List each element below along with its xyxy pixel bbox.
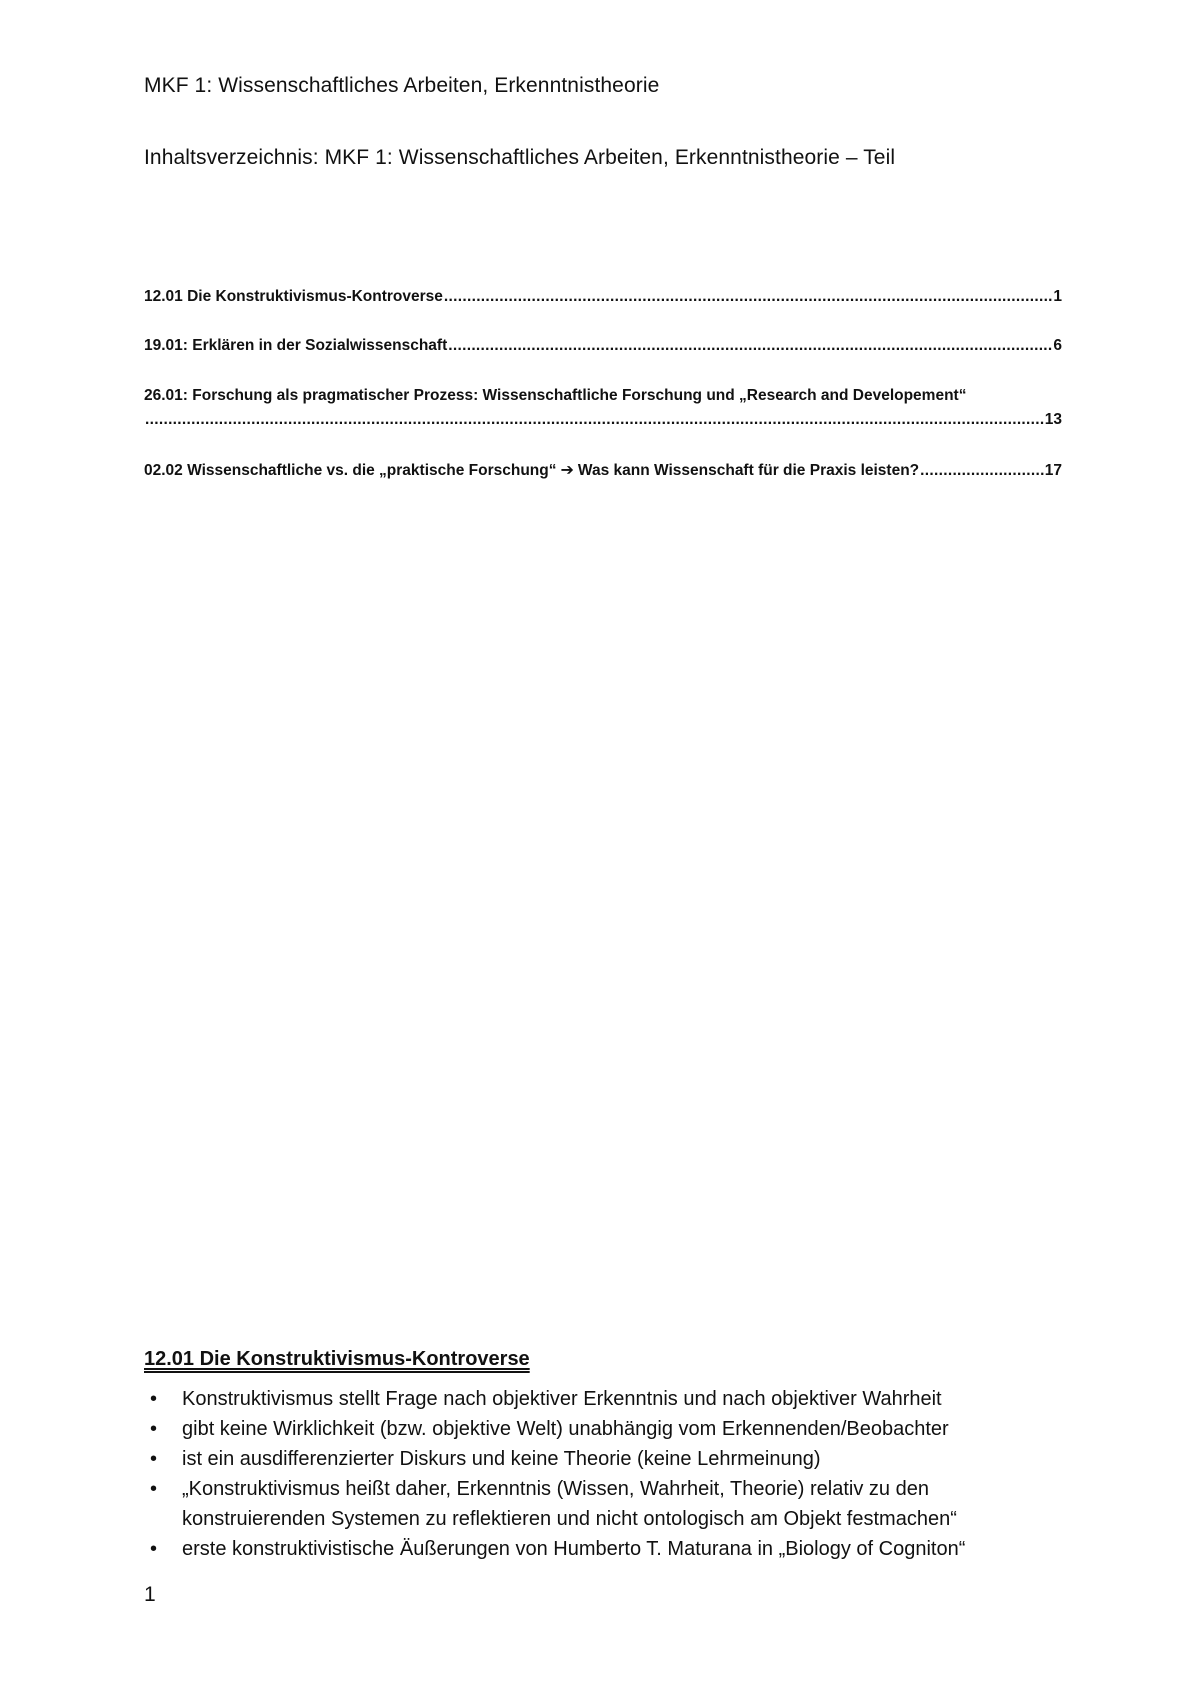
list-item-text: Konstruktivismus stellt Frage nach objektiver Erkenntnis und nach objektiver Wahrheit (182, 1388, 942, 1410)
list-item (144, 1444, 1064, 1474)
section-heading: 12.01 Die Konstruktivismus-Kontroverse (144, 1348, 530, 1370)
list-item-text: „Konstruktivismus heißt daher, Erkenntnis (Wissen, Wahrheit, Theorie) relativ zu den konstruierenden Systemen zu reflektieren und nicht ontologisch am Objekt festmachen“ (182, 1478, 957, 1530)
toc-entry-page: 6 (1053, 337, 1062, 354)
toc-entry-label-cont: Was kann Wissenschaft für die Praxis leisten? (577, 462, 920, 479)
toc-entry-continuation[interactable] (144, 411, 1062, 429)
list-item (144, 1414, 1064, 1444)
bullet-list (144, 1384, 1064, 1564)
toc-entry-label: 12.01 Die Konstruktivismus-Kontroverse (144, 288, 443, 305)
bullet-icon: • (150, 1478, 158, 1500)
toc-entry-label: 26.01: Forschung als pragmatischer Prozess: Wissenschaftliche Forschung und „Research and Developement“ (144, 387, 967, 404)
bullet-icon: • (150, 1448, 158, 1470)
toc-leader-dots (920, 462, 1044, 480)
toc-entry-page: 13 (1044, 411, 1062, 428)
toc-entry[interactable] (144, 288, 1062, 306)
toc-entry-page: 17 (1044, 462, 1062, 479)
bullet-icon: • (150, 1418, 158, 1440)
toc-entry[interactable] (144, 460, 1062, 480)
toc-leader-dots (145, 411, 1044, 429)
toc-leader-dots (444, 288, 1052, 306)
list-item (144, 1384, 1064, 1414)
list-item-text: ist ein ausdifferenzierter Diskurs und keine Theorie (keine Lehrmeinung) (182, 1448, 821, 1470)
list-item-text: erste konstruktivistische Äußerungen von Humberto T. Maturana in „Biology of Cogniton“ (182, 1538, 966, 1560)
bullet-icon: • (150, 1538, 158, 1560)
toc-entry-label: 19.01: Erklären in der Sozialwissenschaft (144, 337, 448, 354)
bullet-icon: • (150, 1388, 158, 1410)
toc-entry[interactable] (144, 387, 1062, 405)
list-item (144, 1534, 1064, 1564)
toc-entry[interactable] (144, 337, 1062, 355)
toc-heading: Inhaltsverzeichnis: MKF 1: Wissenschaftliches Arbeiten, Erkenntnistheorie – Teil (144, 146, 896, 169)
page-number: 1 (144, 1583, 156, 1606)
toc-entry-page: 1 (1053, 288, 1062, 305)
right-arrow-icon: ➔ (560, 462, 574, 479)
toc-entry-label: 02.02 Wissenschaftliche vs. die „praktische Forschung“ (144, 462, 557, 479)
toc-leader-dots (448, 337, 1052, 355)
document-title: MKF 1: Wissenschaftliches Arbeiten, Erkenntnistheorie (144, 74, 660, 97)
list-item (144, 1474, 1064, 1534)
list-item-text: gibt keine Wirklichkeit (bzw. objektive Welt) unabhängig vom Erkennenden/Beobachter (182, 1418, 949, 1440)
